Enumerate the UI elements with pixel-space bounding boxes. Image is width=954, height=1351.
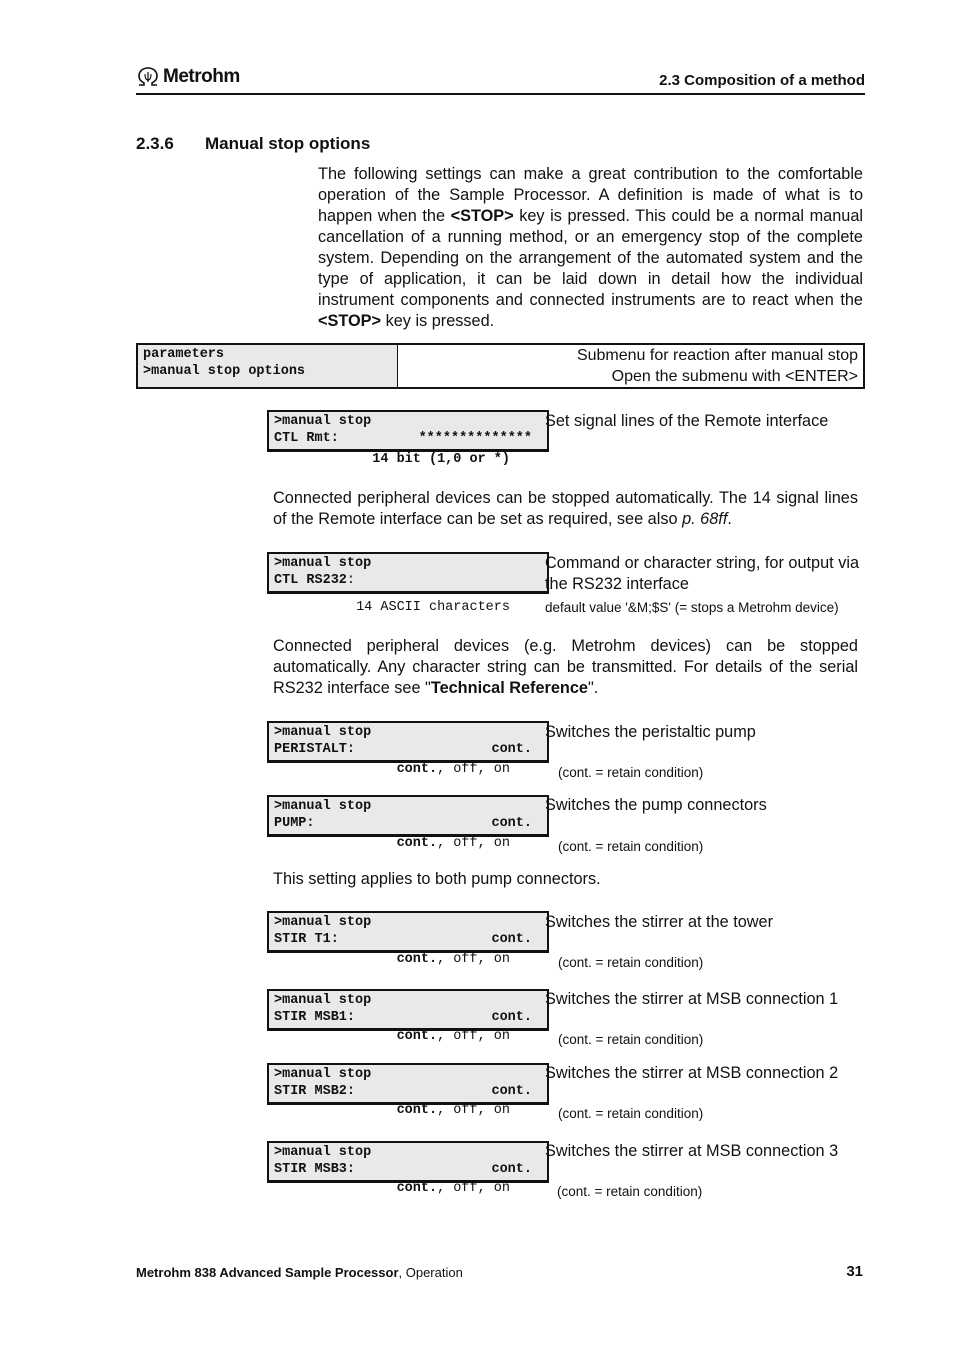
- range-stir-msb3: [397, 1181, 510, 1196]
- lcd-line-1: >manual stop: [274, 1145, 372, 1160]
- paragraph-rs232: [273, 636, 858, 699]
- menu-desc-line-2: Open the submenu with <ENTER>: [611, 368, 858, 385]
- lcd-value: cont.: [491, 816, 532, 831]
- desc-text: Command or character string, for output via the RS232 interface: [545, 554, 860, 593]
- section-heading: [136, 134, 370, 154]
- desc-stir-msb1: Switches the stirrer at MSB connection 1: [545, 990, 839, 1008]
- lcd-line-1: >manual stop: [274, 993, 372, 1008]
- lcd-peristalt: [267, 721, 549, 763]
- menu-path-line-1: parameters: [143, 347, 225, 362]
- lcd-value: **************: [418, 431, 532, 446]
- technical-reference: Technical Reference: [430, 679, 588, 697]
- desc-ctl-rmt: Set signal lines of the Remote interface: [545, 412, 829, 430]
- note-stir-msb2: (cont. = retain condition): [558, 1106, 704, 1121]
- lcd-value: cont.: [491, 1084, 532, 1099]
- stop-key-ref-2: <STOP>: [318, 312, 382, 330]
- brand-name: Metrohm: [163, 66, 240, 87]
- lcd-value: cont.: [491, 742, 532, 757]
- intro-text-1: The following settings can make a great contribution to the comfortable operation of the Sample Processor. A definition is made of what is to happen when the: [318, 165, 863, 225]
- footer-document-title: [136, 1265, 463, 1280]
- lcd-line-1: >manual stop: [274, 556, 372, 571]
- lcd-line-1: >manual stop: [274, 799, 372, 814]
- range-default: cont.: [396, 1029, 438, 1044]
- paragraph-remote-end: .: [727, 510, 732, 528]
- range-stir-msb2: [397, 1103, 510, 1118]
- metrohm-omega-icon: [136, 66, 160, 88]
- lcd-line-1: >manual stop: [274, 1067, 372, 1082]
- desc-stir-msb2: Switches the stirrer at MSB connection 2: [545, 1064, 839, 1082]
- stop-key-ref-1: <STOP>: [450, 207, 514, 225]
- lcd-label: STIR MSB3:: [274, 1162, 356, 1177]
- footer-suffix: , Operation: [398, 1265, 463, 1280]
- intro-text-2: key is pressed. This could be a normal manual cancellation of a running method, or an emergency stop of the complete system. Depending on the arrangement of the automated system and the type of application, it can be laid down in detail how the individual instrument components and connected instruments are to react when the: [318, 207, 863, 309]
- desc-peristalt: Switches the peristaltic pump: [545, 723, 756, 741]
- paragraph-remote: [273, 488, 858, 530]
- range-options: , off, on: [437, 762, 510, 777]
- desc-note: default value '&M;$S' (= stops a Metrohm device): [545, 600, 839, 615]
- lcd-stir-msb2: [267, 1063, 549, 1105]
- lcd-label: STIR MSB1:: [274, 1010, 356, 1025]
- lcd-value: cont.: [491, 1010, 532, 1025]
- lcd-colon: :: [346, 573, 356, 588]
- lcd-stir-msb1: [267, 989, 549, 1031]
- parameter-menu-path: [138, 345, 398, 387]
- range-default: cont.: [396, 836, 438, 851]
- lcd-line-1: >manual stop: [274, 915, 372, 930]
- paragraph-pump-note: This setting applies to both pump connectors.: [273, 870, 601, 888]
- metrohm-logo: [136, 66, 240, 88]
- page-number: 31: [846, 1263, 863, 1280]
- lcd-pump: [267, 795, 549, 837]
- intro-text-3: key is pressed.: [381, 312, 495, 330]
- lcd-ctl-rmt: [267, 410, 549, 452]
- section-number: 2.3.6: [136, 134, 174, 153]
- range-stir-msb1: [397, 1029, 510, 1044]
- paragraph-rs232-end: ".: [587, 679, 599, 697]
- lcd-line-1: >manual stop: [274, 725, 372, 740]
- lcd-stir-msb3: [267, 1141, 549, 1183]
- lcd-label: CTL RS232: [274, 573, 347, 588]
- desc-stir-msb3: Switches the stirrer at MSB connection 3: [545, 1142, 839, 1160]
- lcd-value: cont.: [491, 1162, 532, 1177]
- range-options: , off, on: [437, 1029, 510, 1044]
- header-divider: [136, 93, 865, 95]
- range-default: cont.: [396, 1181, 438, 1196]
- lcd-label: PERISTALT:: [274, 742, 356, 757]
- lcd-value: cont.: [491, 932, 532, 947]
- lcd-label: CTL Rmt:: [274, 431, 339, 446]
- page-reference: p. 68ff: [682, 510, 728, 528]
- desc-pump: Switches the pump connectors: [545, 796, 767, 814]
- note-stir-msb1: (cont. = retain condition): [558, 1032, 704, 1047]
- range-options: , off, on: [437, 1103, 510, 1118]
- paragraph-rs232-text: Connected peripheral devices (e.g. Metrohm devices) can be stopped automatically. Any character string can be transmitted. For details of the serial RS232 interface see ": [273, 637, 858, 697]
- range-stir-t1: [397, 952, 510, 967]
- range-ctl-rs232: 14 ASCII characters: [356, 600, 510, 615]
- footer-product: Metrohm 838 Advanced Sample Processor: [136, 1265, 399, 1280]
- lcd-line-1: >manual stop: [274, 414, 372, 429]
- range-text: 14 bit (1,0 or *): [372, 452, 510, 467]
- range-options: , off, on: [437, 1181, 510, 1196]
- header-section-ref: 2.3 Composition of a method: [659, 72, 865, 89]
- lcd-label: STIR T1:: [274, 932, 339, 947]
- note-peristalt: (cont. = retain condition): [558, 765, 704, 780]
- note-stir-msb3: (cont. = retain condition): [557, 1184, 703, 1199]
- lcd-label: PUMP:: [274, 816, 315, 831]
- section-title: Manual stop options: [205, 134, 371, 153]
- note-stir-t1: (cont. = retain condition): [558, 955, 704, 970]
- lcd-stir-t1: [267, 911, 549, 953]
- range-default: cont.: [396, 1103, 438, 1118]
- intro-paragraph: [318, 164, 863, 332]
- desc-ctl-rs232: [545, 553, 863, 618]
- parameter-menu-table: [136, 343, 865, 389]
- range-options: , off, on: [437, 836, 510, 851]
- menu-desc-line-1: Submenu for reaction after manual stop: [576, 347, 858, 364]
- range-default: cont.: [396, 762, 438, 777]
- lcd-ctl-rs232: [267, 552, 549, 594]
- range-options: , off, on: [437, 952, 510, 967]
- range-default: cont.: [396, 952, 438, 967]
- desc-stir-t1: Switches the stirrer at the tower: [545, 913, 774, 931]
- range-pump: [397, 836, 510, 851]
- note-pump: (cont. = retain condition): [558, 839, 704, 854]
- menu-path-line-2: >manual stop options: [143, 364, 306, 379]
- range-ctl-rmt: [372, 452, 510, 467]
- range-peristalt: [397, 762, 510, 777]
- paragraph-remote-text: Connected peripheral devices can be stopped automatically. The 14 signal lines of the Remote interface can be set as required, see also: [273, 489, 858, 528]
- lcd-label: STIR MSB2:: [274, 1084, 356, 1099]
- parameter-menu-description: [398, 345, 863, 387]
